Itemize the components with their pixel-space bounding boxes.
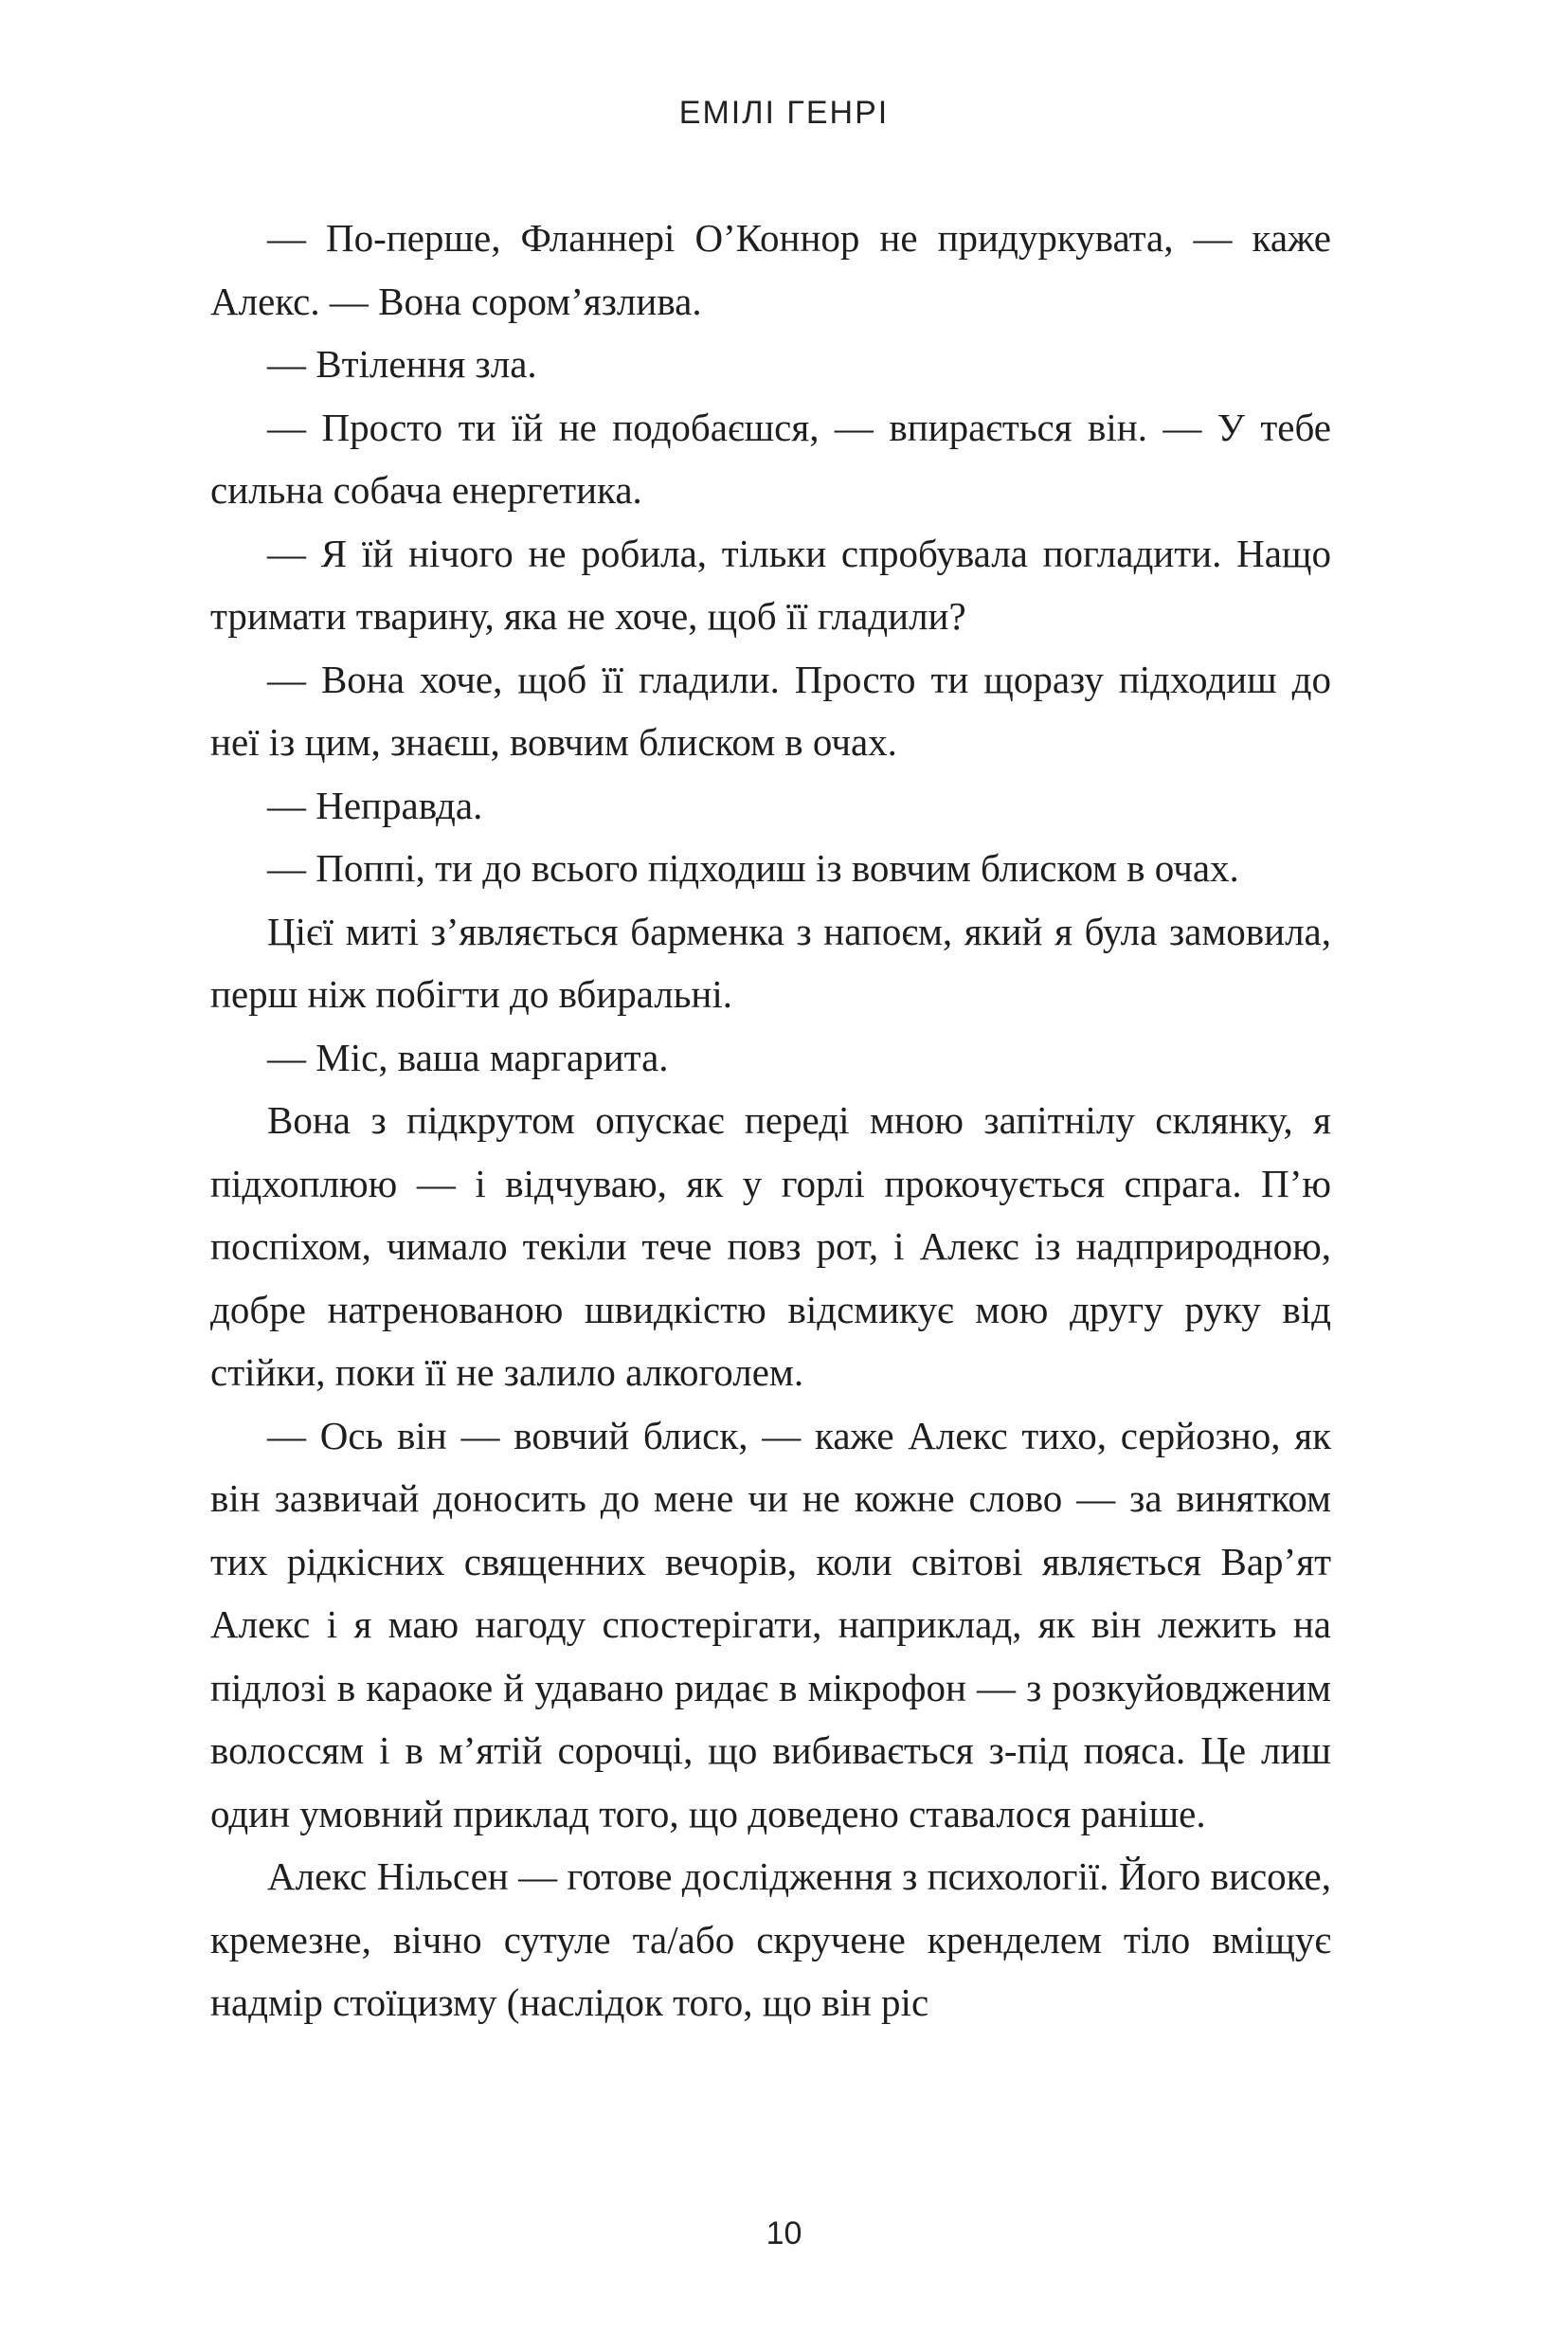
running-head-author: ЕМІЛІ ГЕНРІ [678, 95, 890, 131]
paragraph: — Поппі, ти до всього підходиш із вовчим блиском в очах. [267, 846, 1239, 890]
paragraph: — Неправда. [267, 783, 483, 827]
paragraph: — Просто ти їй не подобаєшся, — впирається він. — У тебе сильна собача енергетика. [210, 405, 1331, 512]
paragraph: — Вона хоче, щоб її гладили. Просто ти щоразу підходиш до неї із цим, знаєш, вовчим блиском в очах. [210, 657, 1331, 764]
paragraph: — Міс, ваша маргарита. [267, 1035, 669, 1079]
page-number: 10 [766, 2215, 802, 2251]
paragraph: — Втілення зла. [267, 342, 537, 386]
paragraph: Цієї миті з’являється барменка з напоєм, який я була замовила, перш ніж побігти до вбиральні. [210, 909, 1331, 1016]
paragraph: — Ось він — вовчий блиск, — каже Алекс тихо, серйозно, як він зазвичай доносить до мене чи не кожне слово — за винятком тих рідкісних священних вечорів, коли світові являється Вар’ят Алекс і я маю нагоду спостерігати, наприклад, як він лежить на підлозі в караоке й удавано ридає в мікрофон — з розкуйовдженим волоссям і в м’ятій сорочці, що вибивається з-під пояса. Це лиш один умовний приклад того, що доведено ставалося раніше. [210, 1413, 1331, 1835]
paragraph: Алекс Нільсен — готове дослідження з психології. Його високе, кремезне, вічно сутуле та/або скручене кренделем тіло вміщує надмір стоїцизму (наслідок того, що він ріс [210, 1854, 1331, 2024]
paragraph: — Я їй нічого не робила, тільки спробувала погладити. Нащо тримати тварину, яка не хоче, щоб її гладили? [210, 531, 1331, 638]
paragraph: — По-перше, Фланнері О’Коннор не придуркувата, — каже Алекс. — Вона сором’язлива. [210, 216, 1331, 323]
body-text [210, 207, 1331, 2034]
paragraph: Вона з підкрутом опускає переді мною запітнілу склянку, я підхоплюю — і відчуваю, як у горлі прокочується спрага. П’ю поспіхом, чимало текіли тече повз рот, і Алекс із надприродною, добре натренованою швидкістю відсмикує мою другу руку від стійки, поки її не залило алкоголем. [210, 1098, 1331, 1394]
